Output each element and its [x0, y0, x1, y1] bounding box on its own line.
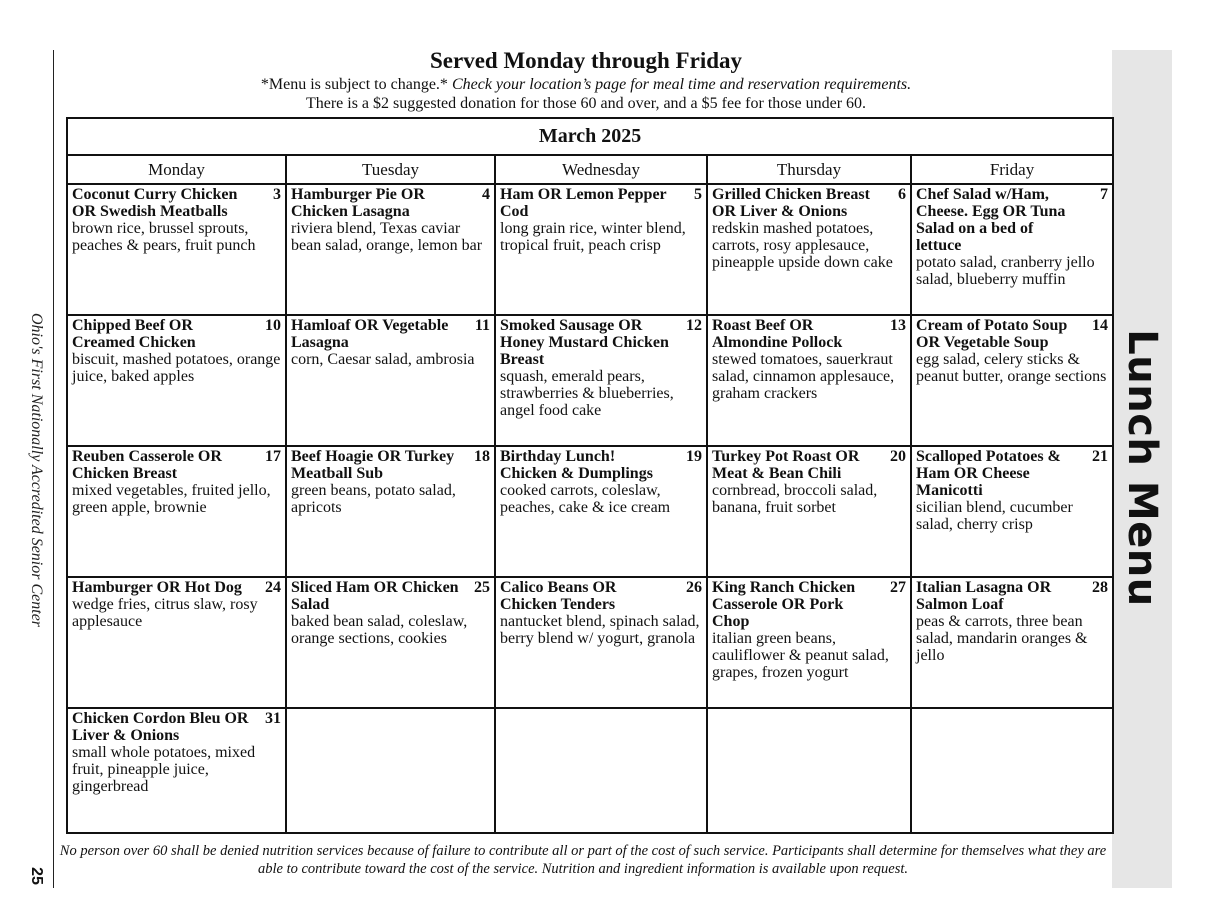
entree: Calico Beans OR Chicken Tenders — [500, 579, 617, 613]
day-cell — [67, 315, 286, 446]
side-items: italian green beans, cauliflower & peanut salad, grapes, frozen yogurt — [712, 630, 889, 681]
entree: Hamburger OR Hot Dog — [72, 579, 242, 596]
entree: Scalloped Potatoes & Ham OR Cheese Manicotti — [916, 448, 1061, 499]
menu-calendar — [66, 117, 1114, 834]
entree: King Ranch Chicken Casserole OR Pork Chop — [712, 579, 856, 630]
side-items: baked bean salad, coleslaw, orange sections, cookies — [291, 613, 468, 647]
day-header: Wednesday — [495, 155, 707, 184]
side-items: sicilian blend, cucumber salad, cherry crisp — [916, 499, 1073, 533]
empty-day-cell — [707, 708, 911, 833]
date-number: 28 — [1092, 579, 1109, 596]
side-items: nantucket blend, spinach salad, berry blend w/ yogurt, granola — [500, 613, 700, 647]
day-cell — [495, 184, 707, 315]
weekday-header-row — [67, 155, 1113, 184]
date-number: 17 — [265, 448, 281, 465]
page-title: Served Monday through Friday — [429, 48, 743, 73]
entree: Beef Hoagie OR Turkey Meatball Sub — [291, 448, 455, 482]
date-number: 24 — [265, 579, 281, 596]
day-cell — [286, 184, 495, 315]
day-cell — [911, 577, 1113, 708]
entree: Cream of Potato Soup OR Vegetable Soup — [916, 317, 1068, 351]
date-number: 5 — [694, 186, 702, 203]
day-cell — [67, 577, 286, 708]
date-number: 25 — [474, 579, 490, 596]
entree: Reuben Casserole OR Chicken Breast — [72, 448, 222, 482]
nutrition-disclaimer: No person over 60 shall be denied nutrition services because of failure to contribute all or part of the cost of such service. Participants shall determine for themselves what they are able to contribute toward the cost of the service. Nutrition and ingredient information is available upon request. — [59, 843, 1107, 877]
left-border-rule — [53, 50, 54, 888]
empty-day-cell — [495, 708, 707, 833]
side-items: potato salad, cranberry jello salad, blueberry muffin — [916, 254, 1095, 288]
day-cell — [707, 184, 911, 315]
entree: Hamloaf OR Vegetable Lasagna — [291, 317, 449, 351]
day-cell — [67, 708, 286, 833]
section-tab — [1112, 50, 1172, 888]
side-items: wedge fries, citrus slaw, rosy applesauce — [72, 596, 258, 630]
entree: Hamburger Pie OR Chicken Lasagna — [291, 186, 425, 220]
entree: Chipped Beef OR Creamed Chicken — [72, 317, 196, 351]
side-items: squash, emerald pears, strawberries & blueberries, angel food cake — [500, 368, 674, 419]
side-items: cooked carrots, coleslaw, peaches, cake & ice cream — [500, 482, 671, 516]
side-items: small whole potatoes, mixed fruit, pineapple juice, gingerbread — [72, 744, 256, 795]
date-number: 14 — [1092, 317, 1109, 334]
entree: Roast Beef OR Almondine Pollock — [712, 317, 843, 351]
day-cell — [286, 315, 495, 446]
day-cell — [286, 446, 495, 577]
side-items: corn, Caesar salad, ambrosia — [291, 351, 475, 368]
day-cell — [67, 446, 286, 577]
notice-italic: Check your location’s page for meal time and reservation requirements. — [451, 76, 912, 93]
day-header: Friday — [911, 155, 1113, 184]
side-items: mixed vegetables, fruited jello, green apple, brownie — [72, 482, 271, 516]
day-cell — [67, 184, 286, 315]
entree: Turkey Pot Roast OR Meat & Bean Chili — [712, 448, 860, 482]
entree: Italian Lasagna OR Salmon Loaf — [916, 579, 1052, 613]
side-items: riviera blend, Texas caviar bean salad, orange, lemon bar — [291, 220, 483, 254]
entree: Birthday Lunch! Chicken & Dumplings — [500, 448, 653, 482]
donation-notice: There is a $2 suggested donation for those 60 and over, and a $5 fee for those under 60. — [305, 95, 867, 112]
side-items: stewed tomatoes, sauerkraut salad, cinnamon applesauce, graham crackers — [712, 351, 895, 402]
week-row — [67, 446, 1113, 577]
week-row — [67, 315, 1113, 446]
date-number: 12 — [686, 317, 702, 334]
date-number: 27 — [890, 579, 906, 596]
day-cell — [707, 577, 911, 708]
day-header: Thursday — [707, 155, 911, 184]
date-number: 20 — [890, 448, 906, 465]
date-number: 4 — [482, 186, 490, 203]
side-items: long grain rice, winter blend, tropical fruit, peach crisp — [500, 220, 686, 254]
day-cell — [495, 446, 707, 577]
side-items: redskin mashed potatoes, carrots, rosy applesauce, pineapple upside down cake — [712, 220, 893, 271]
entree: Smoked Sausage OR Honey Mustard Chicken Breast — [500, 317, 669, 368]
section-title: Lunch Menu — [1119, 329, 1165, 607]
day-header: Monday — [67, 155, 286, 184]
empty-day-cell — [286, 708, 495, 833]
page-number: 25 — [28, 867, 45, 885]
entree: Chef Salad w/Ham, Cheese. Egg OR Tuna Salad on a bed of lettuce — [916, 186, 1066, 254]
date-number: 6 — [898, 186, 906, 203]
entree: Chicken Cordon Bleu OR Liver & Onions — [72, 710, 249, 744]
day-cell — [495, 577, 707, 708]
side-items: green beans, potato salad, apricots — [291, 482, 456, 516]
side-caption: Ohio's First Nationally Accredited Senior Center — [28, 312, 45, 628]
week-row — [67, 184, 1113, 315]
day-cell — [911, 446, 1113, 577]
date-number: 31 — [265, 710, 281, 727]
day-cell — [707, 315, 911, 446]
week-row — [67, 708, 1113, 833]
side-items: cornbread, broccoli salad, banana, fruit sorbet — [712, 482, 878, 516]
date-number: 3 — [273, 186, 281, 203]
date-number: 13 — [890, 317, 906, 334]
empty-day-cell — [911, 708, 1113, 833]
day-cell — [911, 315, 1113, 446]
week-row — [67, 577, 1113, 708]
side-items: brown rice, brussel sprouts, peaches & pears, fruit punch — [72, 220, 256, 254]
menu-notice — [66, 76, 1106, 94]
entree: Ham OR Lemon Pepper Cod — [500, 186, 667, 220]
date-number: 18 — [474, 448, 490, 465]
entree: Coconut Curry Chicken OR Swedish Meatballs — [72, 186, 238, 220]
day-cell — [286, 577, 495, 708]
entree: Grilled Chicken Breast OR Liver & Onions — [712, 186, 870, 220]
date-number: 19 — [686, 448, 702, 465]
day-cell — [495, 315, 707, 446]
date-number: 21 — [1092, 448, 1109, 465]
date-number: 7 — [1100, 186, 1109, 203]
day-cell — [911, 184, 1113, 315]
date-number: 10 — [265, 317, 281, 334]
month-heading: March 2025 — [67, 118, 1113, 155]
day-header: Tuesday — [286, 155, 495, 184]
day-cell — [707, 446, 911, 577]
notice-plain: *Menu is subject to change.* — [260, 76, 448, 93]
date-number: 11 — [474, 317, 490, 334]
entree: Sliced Ham OR Chicken Salad — [291, 579, 459, 613]
date-number: 26 — [686, 579, 702, 596]
side-items: biscuit, mashed potatoes, orange juice, baked apples — [72, 351, 281, 385]
side-items: peas & carrots, three bean salad, mandarin oranges & jello — [916, 613, 1088, 664]
side-items: egg salad, celery sticks & peanut butter, orange sections — [916, 351, 1107, 385]
